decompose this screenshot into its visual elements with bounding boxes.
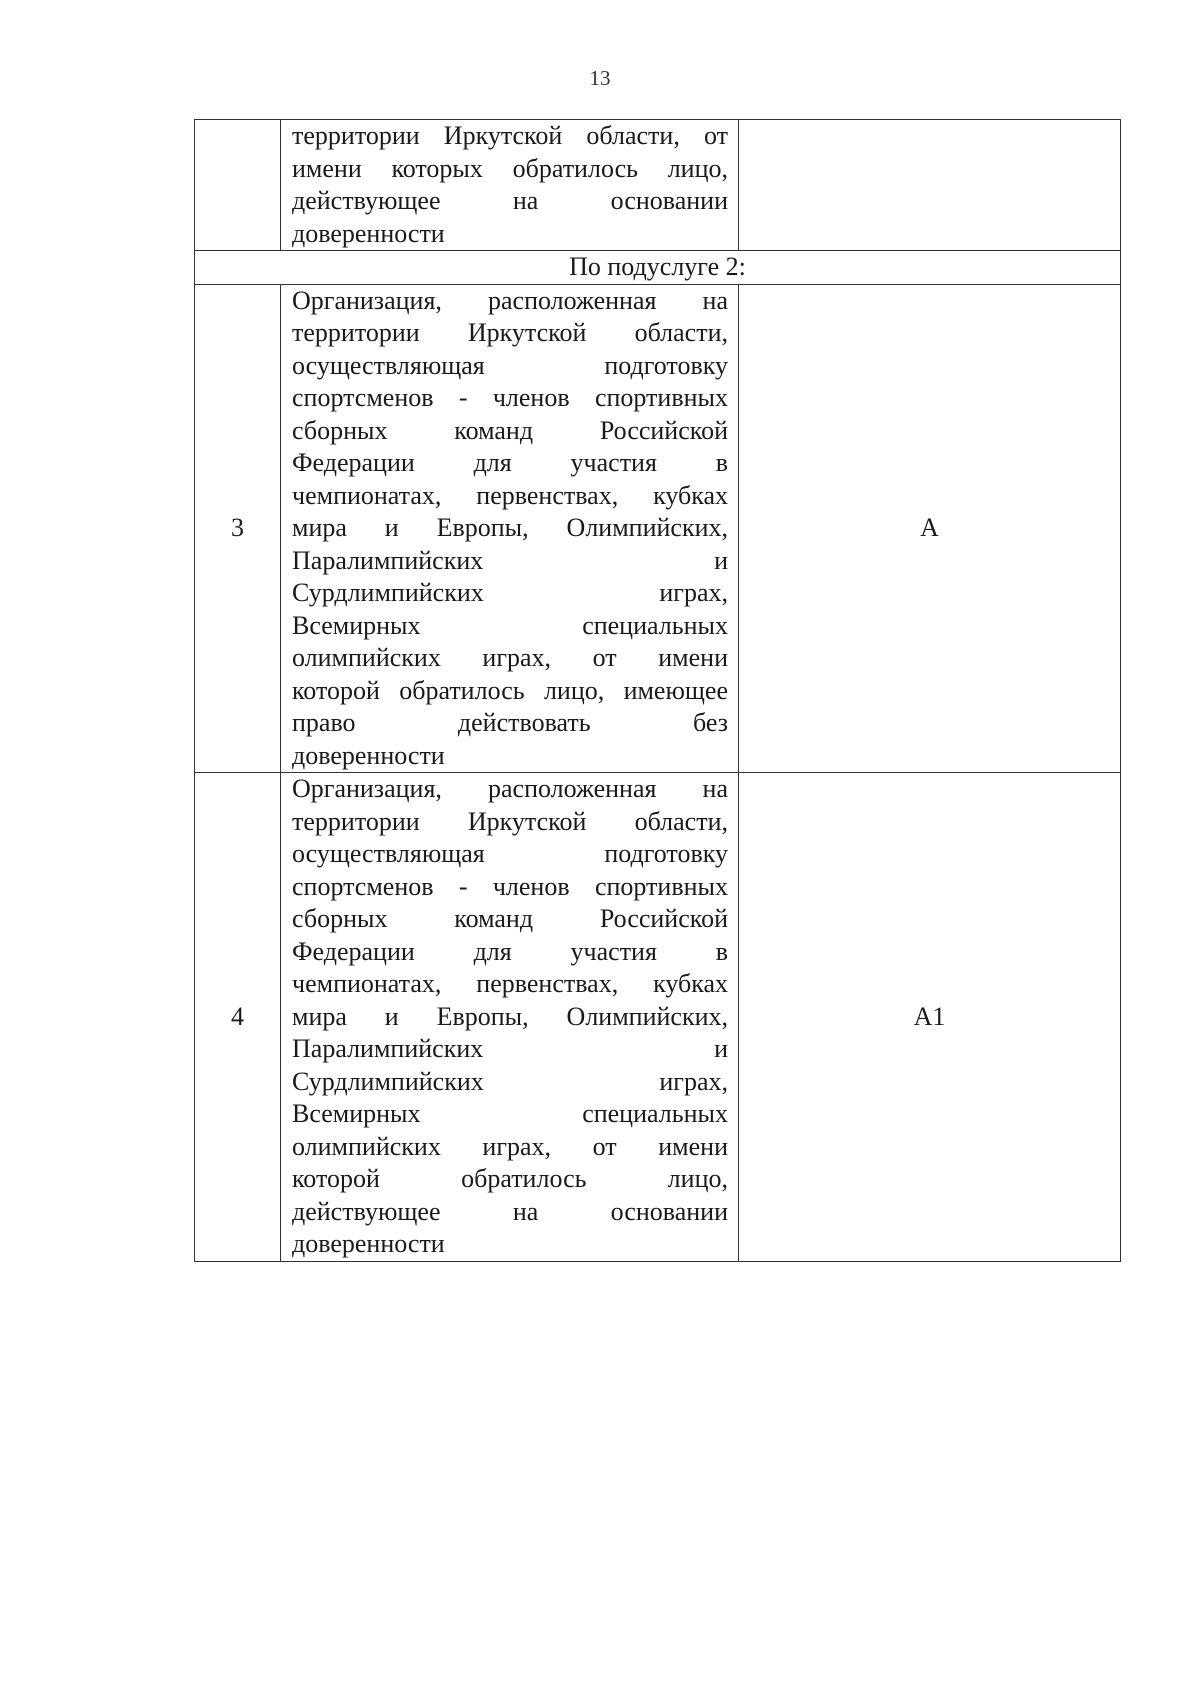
- section-header: По подуслуге 2:: [195, 251, 1121, 285]
- description-line: Всемирных специальных: [292, 610, 728, 640]
- row-description-cell: [281, 120, 739, 251]
- description-line: которой обратилось лицо,: [292, 1164, 728, 1193]
- table-row-continuation: [195, 120, 1121, 251]
- table-row: [195, 773, 1121, 1262]
- description-line: Сурдлимпийских играх,: [292, 1066, 728, 1096]
- description-line: Всемирных специальных: [292, 1099, 728, 1128]
- description-line: сборных команд Российской: [292, 415, 728, 445]
- row-number-cell: 4: [195, 773, 281, 1262]
- description-line: имени которых обратилось лицо,: [292, 153, 728, 183]
- description-line: олимпийских играх, от имени: [292, 643, 728, 672]
- description-line: доверенности: [292, 740, 445, 770]
- description-line: мира и Европы, Олимпийских,: [292, 1001, 728, 1031]
- description-line: Паралимпийских и: [292, 545, 728, 575]
- applicant-categories-table: [194, 119, 1121, 1262]
- description-line: Федерации для участия в: [292, 936, 728, 966]
- description-line: Организация, расположенная на: [292, 285, 728, 315]
- row-number-cell: 3: [195, 284, 281, 773]
- row-code-cell: А: [739, 284, 1121, 773]
- description-line: действующее на основании: [292, 1196, 728, 1226]
- description-line: территории Иркутской области, от: [292, 121, 728, 150]
- row-description-cell: [281, 773, 739, 1262]
- description-line: Паралимпийских и: [292, 1034, 728, 1063]
- description-line: спортсменов - членов спортивных: [292, 383, 728, 412]
- table-section-row: [195, 251, 1121, 285]
- row-number-cell: [195, 120, 281, 251]
- row-description-cell: [281, 284, 739, 773]
- page-number: 13: [589, 66, 611, 90]
- description-line: осуществляющая подготовку: [292, 839, 728, 868]
- description-line: Федерации для участия в: [292, 448, 728, 477]
- row-code-cell: А1: [739, 773, 1121, 1262]
- description-line: территории Иркутской области,: [292, 806, 728, 836]
- description-line: Сурдлимпийских играх,: [292, 578, 728, 607]
- description-line: территории Иркутской области,: [292, 318, 728, 347]
- description-line: Организация, расположенная на: [292, 774, 728, 803]
- description-line: спортсменов - членов спортивных: [292, 871, 728, 901]
- table-row: [195, 284, 1121, 773]
- description-line: сборных команд Российской: [292, 904, 728, 933]
- description-line: олимпийских играх, от имени: [292, 1131, 728, 1161]
- description-line: чемпионатах, первенствах, кубках: [292, 480, 728, 510]
- description-line: доверенности: [292, 218, 445, 248]
- description-line: право действовать без: [292, 708, 728, 737]
- row-code-cell: [739, 120, 1121, 251]
- description-line: осуществляющая подготовку: [292, 350, 728, 380]
- description-line: доверенности: [292, 1229, 445, 1258]
- description-line: чемпионатах, первенствах, кубках: [292, 969, 728, 998]
- description-line: которой обратилось лицо, имеющее: [292, 675, 728, 705]
- description-line: действующее на основании: [292, 186, 728, 215]
- description-line: мира и Европы, Олимпийских,: [292, 513, 728, 542]
